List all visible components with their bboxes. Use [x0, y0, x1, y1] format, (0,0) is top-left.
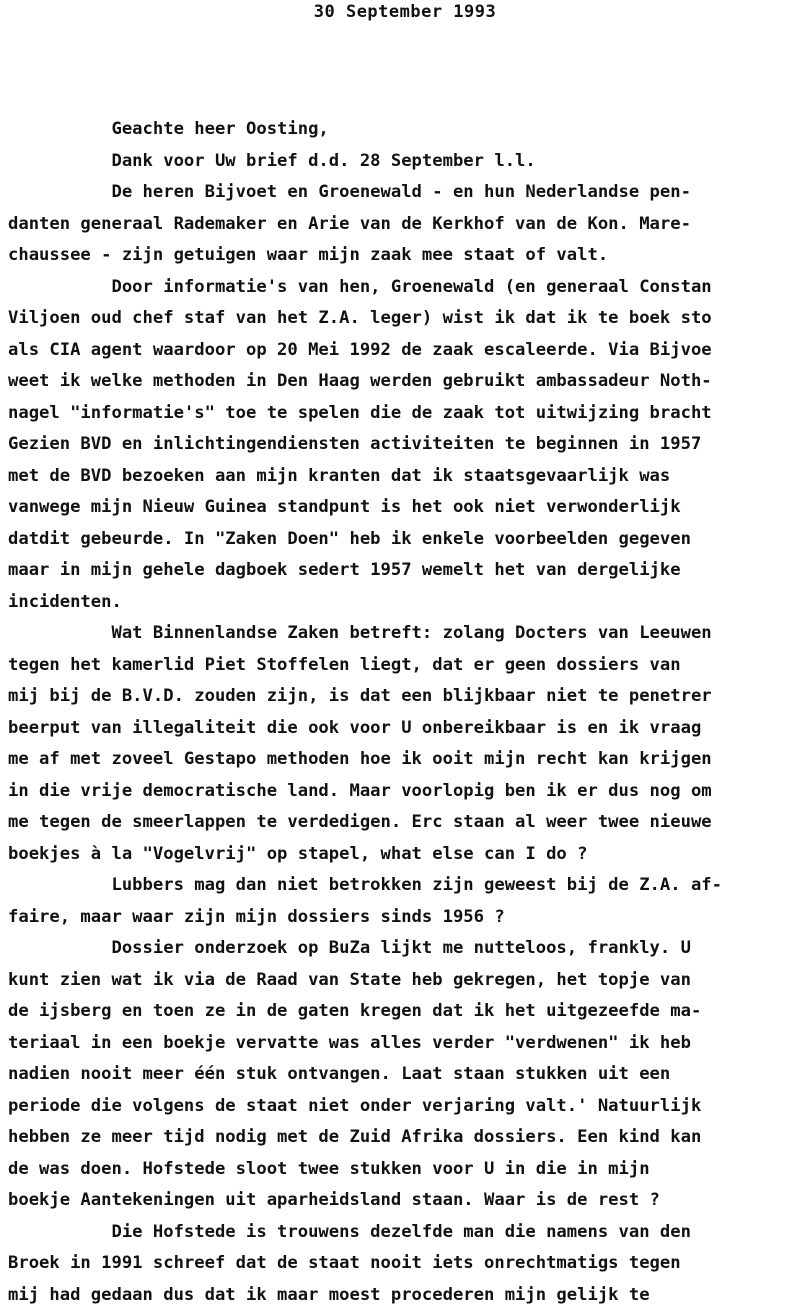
letter-line: periode die volgens de staat niet onder verjaring valt.' Natuurlijk [8, 1091, 800, 1123]
letter-line: nadien nooit meer één stuk ontvangen. Laat staan stukken uit een [8, 1059, 800, 1091]
letter-line: kunt zien wat ik via de Raad van State heb gekregen, het topje van [8, 965, 800, 997]
letter-line: danten generaal Rademaker en Arie van de Kerkhof van de Kon. Mare- [8, 209, 800, 241]
letter-line: Geachte heer Oosting, [8, 114, 800, 146]
letter-line: Gezien BVD en inlichtingendiensten activiteiten te beginnen in 1957 [8, 429, 800, 461]
letter-line: mij had gedaan dus dat ik maar moest procederen mijn gelijk te [8, 1280, 800, 1311]
letter-line: Broek in 1991 schreef dat de staat nooit iets onrechtmatigs tegen [8, 1248, 800, 1280]
letter-line: maar in mijn gehele dagboek sedert 1957 wemelt het van dergelijke [8, 555, 800, 587]
letter-line: hebben ze meer tijd nodig met de Zuid Afrika dossiers. Een kind kan [8, 1122, 800, 1154]
letter-line: Dossier onderzoek op BuZa lijkt me nutteloos, frankly. U [8, 933, 800, 965]
letter-line: Lubbers mag dan niet betrokken zijn geweest bij de Z.A. af- [8, 870, 800, 902]
letter-line: weet ik welke methoden in Den Haag werden gebruikt ambassadeur Noth- [8, 366, 800, 398]
letter-line: als CIA agent waardoor op 20 Mei 1992 de zaak escaleerde. Via Bijvoe [8, 335, 800, 367]
letter-line: faire, maar waar zijn mijn dossiers sinds 1956 ? [8, 902, 800, 934]
letter-line: mij bij de B.V.D. zouden zijn, is dat een blijkbaar niet te penetrer [8, 681, 800, 713]
letter-line: boekje Aantekeningen uit aparheidsland staan. Waar is de rest ? [8, 1185, 800, 1217]
letter-line: me af met zoveel Gestapo methoden hoe ik ooit mijn recht kan krijgen [8, 744, 800, 776]
letter-line: tegen het kamerlid Piet Stoffelen liegt, dat er geen dossiers van [8, 650, 800, 682]
letter-line: de ijsberg en toen ze in de gaten kregen dat ik het uitgezeefde ma- [8, 996, 800, 1028]
letter-line: Viljoen oud chef staf van het Z.A. leger) wist ik dat ik te boek sto [8, 303, 800, 335]
letter-line: de was doen. Hofstede sloot twee stukken voor U in die in mijn [8, 1154, 800, 1186]
letter-line: nagel "informatie's" toe te spelen die de zaak tot uitwijzing bracht [8, 398, 800, 430]
letter-line: Dank voor Uw brief d.d. 28 September l.l. [8, 146, 800, 178]
letter-line: Door informatie's van hen, Groenewald (en generaal Constan [8, 272, 800, 304]
letter-line: incidenten. [8, 587, 800, 619]
letter-line: Wat Binnenlandse Zaken betreft: zolang Docters van Leeuwen [8, 618, 800, 650]
letter-line: Die Hofstede is trouwens dezelfde man die namens van den [8, 1217, 800, 1249]
letter-line: beerput van illegaliteit die ook voor U onbereikbaar is en ik vraag [8, 713, 800, 745]
letter-line: vanwege mijn Nieuw Guinea standpunt is het ook niet verwonderlijk [8, 492, 800, 524]
letter-body [8, 114, 800, 1311]
letter-line: boekjes à la "Vogelvrij" op stapel, what else can I do ? [8, 839, 800, 871]
letter-line: datdit gebeurde. In "Zaken Doen" heb ik enkele voorbeelden gegeven [8, 524, 800, 556]
letter-line: De heren Bijvoet en Groenewald - en hun Nederlandse pen- [8, 177, 800, 209]
letter-line: me tegen de smeerlappen te verdedigen. Erc staan al weer twee nieuwe [8, 807, 800, 839]
letter-line: teriaal in een boekje vervatte was alles verder "verdwenen" ik heb [8, 1028, 800, 1060]
letter-line: in die vrije democratische land. Maar voorlopig ben ik er dus nog om [8, 776, 800, 808]
letter-line: met de BVD bezoeken aan mijn kranten dat ik staatsgevaarlijk was [8, 461, 800, 493]
letter-line: chaussee - zijn getuigen waar mijn zaak mee staat of valt. [8, 240, 800, 272]
letter-date: 30 September 1993 [0, 2, 810, 22]
